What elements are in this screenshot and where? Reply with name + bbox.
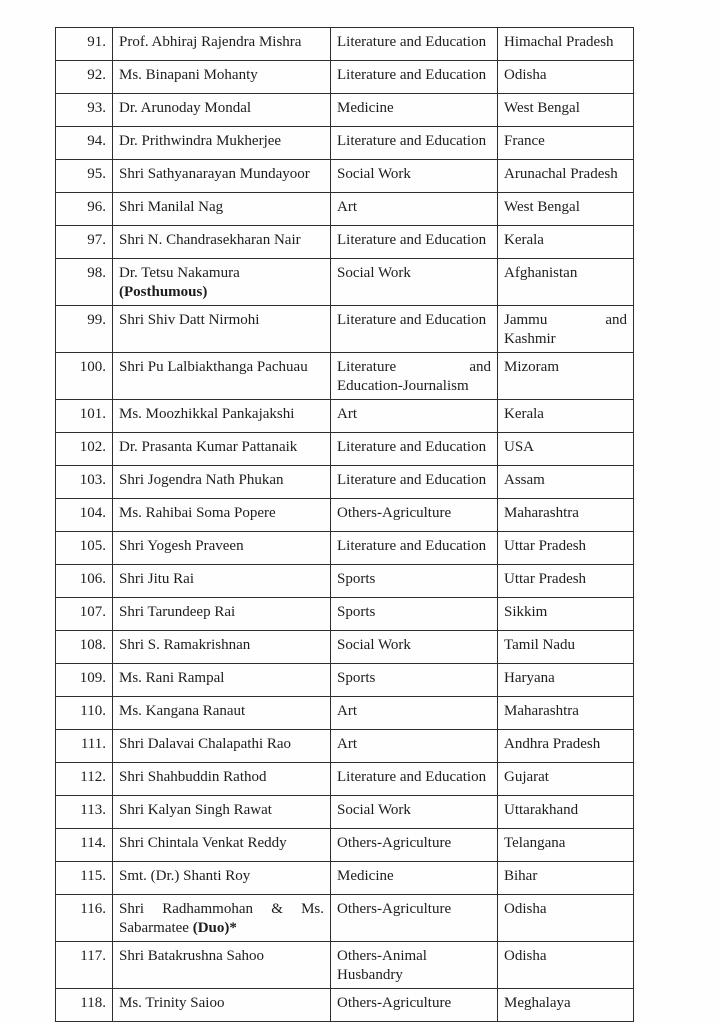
awardee-name-cell — [113, 532, 331, 565]
row-serial-number: 111. — [80, 736, 106, 752]
awardee-name-cell — [113, 466, 331, 499]
awardee-name-cell — [113, 565, 331, 598]
row-serial-number-cell — [56, 565, 113, 598]
row-serial-number: 115. — [80, 868, 106, 884]
row-serial-number: 108. — [79, 637, 106, 653]
row-serial-number-cell — [56, 730, 113, 763]
awardee-name: Prof. Abhiraj Rajendra Mishra — [119, 34, 302, 50]
row-serial-number: 116. — [80, 901, 106, 917]
awardee-state-cell: Mizoram — [498, 353, 634, 400]
awardee-name: Shri Pu Lalbiakthanga Pachuau — [119, 359, 308, 375]
award-field-cell: Social Work — [331, 796, 498, 829]
row-serial-number-cell — [56, 942, 113, 989]
awardee-name: Ms. Rani Rampal — [119, 670, 225, 686]
award-field-cell: Others-Agriculture — [331, 499, 498, 532]
award-field-cell: Medicine — [331, 94, 498, 127]
awardee-state-cell: Odisha — [498, 895, 634, 942]
awardee-name-cell — [113, 259, 331, 306]
awardee-state-cell: Kerala — [498, 226, 634, 259]
awardee-name: Shri Sathyanarayan Mundayoor — [119, 166, 310, 182]
awardee-state-cell: Odisha — [498, 942, 634, 989]
table-row — [56, 193, 634, 226]
row-serial-number-cell — [56, 61, 113, 94]
row-serial-number: 98. — [87, 265, 106, 281]
awardee-name-cell — [113, 796, 331, 829]
awardee-name: Shri Radhammohan & Ms. Sabarmatee — [119, 901, 324, 936]
row-serial-number: 113. — [80, 802, 106, 818]
table-row — [56, 942, 634, 989]
row-serial-number-cell — [56, 862, 113, 895]
awardee-state-cell: Uttar Pradesh — [498, 565, 634, 598]
awardee-state-cell: Himachal Pradesh — [498, 28, 634, 61]
awardee-name-cell — [113, 193, 331, 226]
awardee-name-cell — [113, 598, 331, 631]
row-serial-number: 117. — [80, 948, 106, 964]
awardee-name: Ms. Kangana Ranaut — [119, 703, 246, 719]
table-row — [56, 259, 634, 306]
table-row — [56, 829, 634, 862]
awardee-state-cell: Maharashtra — [498, 697, 634, 730]
awardee-state-cell: Afghanistan — [498, 259, 634, 306]
row-serial-number-cell — [56, 259, 113, 306]
awardee-name: Shri Shahbuddin Rathod — [119, 769, 267, 785]
row-serial-number: 114. — [80, 835, 106, 851]
row-serial-number-cell — [56, 763, 113, 796]
awardee-name-cell — [113, 226, 331, 259]
award-field-cell: Literature and Education — [331, 61, 498, 94]
row-serial-number-cell — [56, 400, 113, 433]
awardee-state-cell: West Bengal — [498, 94, 634, 127]
awardee-name: Shri Dalavai Chalapathi Rao — [119, 736, 292, 752]
row-serial-number-cell — [56, 94, 113, 127]
awardee-name: Shri S. Ramakrishnan — [119, 637, 251, 653]
awardee-name: Shri Shiv Datt Nirmohi — [119, 312, 260, 328]
awardee-name: Shri N. Chandrasekharan Nair — [119, 232, 301, 248]
table-row — [56, 697, 634, 730]
table-row — [56, 862, 634, 895]
row-serial-number: 110. — [80, 703, 106, 719]
awardee-state-cell: Meghalaya — [498, 989, 634, 1022]
awardee-name-cell — [113, 306, 331, 353]
table-row — [56, 61, 634, 94]
awardees-table — [55, 27, 634, 1022]
table-row — [56, 94, 634, 127]
awardee-name: Shri Manilal Nag — [119, 199, 224, 215]
row-serial-number: 94. — [87, 133, 106, 149]
row-serial-number: 109. — [79, 670, 106, 686]
row-serial-number: 92. — [87, 67, 106, 83]
awardee-name-cell — [113, 730, 331, 763]
table-row — [56, 730, 634, 763]
table-row — [56, 532, 634, 565]
awardee-state-cell: Andhra Pradesh — [498, 730, 634, 763]
row-serial-number-cell — [56, 697, 113, 730]
row-serial-number-cell — [56, 499, 113, 532]
table-row — [56, 763, 634, 796]
awardee-name-bold-suffix: (Posthumous) — [119, 284, 208, 300]
award-field-cell: Others-Animal Husbandry — [331, 942, 498, 989]
row-serial-number: 105. — [79, 538, 106, 554]
awardee-name: Dr. Tetsu Nakamura — [119, 265, 240, 281]
row-serial-number: 95. — [87, 166, 106, 182]
awardee-state-cell: Haryana — [498, 664, 634, 697]
table-row — [56, 433, 634, 466]
awardee-name-cell — [113, 499, 331, 532]
award-field-cell: Social Work — [331, 259, 498, 306]
award-field-cell: Others-Agriculture — [331, 989, 498, 1022]
row-serial-number: 96. — [87, 199, 106, 215]
awardee-state-cell: Uttarakhand — [498, 796, 634, 829]
table-row — [56, 400, 634, 433]
award-field-cell: Sports — [331, 565, 498, 598]
awardee-name: Shri Tarundeep Rai — [119, 604, 236, 620]
award-field-cell: Art — [331, 697, 498, 730]
table-row — [56, 989, 634, 1022]
row-serial-number-cell — [56, 631, 113, 664]
row-serial-number: 118. — [80, 995, 106, 1011]
awardee-state-cell: USA — [498, 433, 634, 466]
award-field-cell: Literature and Education — [331, 532, 498, 565]
awardee-state-cell: Telangana — [498, 829, 634, 862]
table-row — [56, 353, 634, 400]
table-row — [56, 631, 634, 664]
awardee-state-cell: Maharashtra — [498, 499, 634, 532]
row-serial-number-cell — [56, 796, 113, 829]
row-serial-number: 93. — [87, 100, 106, 116]
award-field-cell: Sports — [331, 664, 498, 697]
awardee-state-cell: Odisha — [498, 61, 634, 94]
row-serial-number-cell — [56, 127, 113, 160]
awardee-name: Shri Batakrushna Sahoo — [119, 948, 264, 964]
awardee-state-cell: Sikkim — [498, 598, 634, 631]
table-row — [56, 127, 634, 160]
row-serial-number-cell — [56, 664, 113, 697]
table-row — [56, 160, 634, 193]
awardees-table-body — [56, 28, 634, 1022]
row-serial-number-cell — [56, 532, 113, 565]
table-row — [56, 565, 634, 598]
awardee-name-cell — [113, 989, 331, 1022]
awardee-name-cell — [113, 631, 331, 664]
row-serial-number: 101. — [79, 406, 106, 422]
award-field-cell: Literature and Education — [331, 466, 498, 499]
table-row — [56, 226, 634, 259]
row-serial-number-cell — [56, 433, 113, 466]
award-field-cell: Art — [331, 730, 498, 763]
row-serial-number-cell — [56, 353, 113, 400]
table-row — [56, 28, 634, 61]
row-serial-number: 97. — [87, 232, 106, 248]
award-field-cell: Others-Agriculture — [331, 895, 498, 942]
awardee-name: Shri Chintala Venkat Reddy — [119, 835, 287, 851]
awardee-name-cell — [113, 61, 331, 94]
row-serial-number: 102. — [79, 439, 106, 455]
table-row — [56, 895, 634, 942]
table-row — [56, 598, 634, 631]
awardee-name-cell — [113, 697, 331, 730]
row-serial-number-cell — [56, 895, 113, 942]
table-row — [56, 499, 634, 532]
awardee-name-cell — [113, 127, 331, 160]
awardee-state-cell: Kerala — [498, 400, 634, 433]
row-serial-number: 112. — [80, 769, 106, 785]
table-row — [56, 796, 634, 829]
row-serial-number-cell — [56, 598, 113, 631]
awardee-state-cell: France — [498, 127, 634, 160]
awardee-name: Shri Jitu Rai — [119, 571, 195, 587]
row-serial-number-cell — [56, 226, 113, 259]
awardee-state-cell: Tamil Nadu — [498, 631, 634, 664]
awardee-name: Ms. Moozhikkal Pankajakshi — [119, 406, 295, 422]
award-field-cell: Literature and Education — [331, 306, 498, 353]
row-serial-number: 100. — [79, 359, 106, 375]
awardee-name: Dr. Arunoday Mondal — [119, 100, 252, 116]
awardee-state-cell: Jammu and Kashmir — [498, 306, 634, 353]
award-field-cell: Literature and Education — [331, 433, 498, 466]
table-row — [56, 664, 634, 697]
awardee-name-cell — [113, 400, 331, 433]
awardee-name: Shri Yogesh Praveen — [119, 538, 244, 554]
award-field-cell: Art — [331, 400, 498, 433]
awardee-name-cell — [113, 895, 331, 942]
awardee-state-cell: Gujarat — [498, 763, 634, 796]
award-field-cell: Literature and Education-Journalism — [331, 353, 498, 400]
awardee-name-cell — [113, 433, 331, 466]
awardee-name: Dr. Prithwindra Mukherjee — [119, 133, 282, 149]
awardee-name-cell — [113, 28, 331, 61]
row-serial-number-cell — [56, 989, 113, 1022]
row-serial-number: 91. — [87, 34, 106, 50]
awardee-name-cell — [113, 829, 331, 862]
row-serial-number-cell — [56, 160, 113, 193]
awardee-state-cell: Uttar Pradesh — [498, 532, 634, 565]
awardee-state-cell: Bihar — [498, 862, 634, 895]
award-field-cell: Others-Agriculture — [331, 829, 498, 862]
row-serial-number: 106. — [79, 571, 106, 587]
row-serial-number-cell — [56, 306, 113, 353]
award-field-cell: Literature and Education — [331, 127, 498, 160]
awardee-name: Shri Jogendra Nath Phukan — [119, 472, 284, 488]
awardee-name: Ms. Trinity Saioo — [119, 995, 225, 1011]
table-row — [56, 306, 634, 353]
row-serial-number-cell — [56, 28, 113, 61]
row-serial-number: 103. — [79, 472, 106, 488]
awardee-name-bold-suffix: (Duo)* — [192, 920, 237, 936]
awardee-state-cell: West Bengal — [498, 193, 634, 226]
table-row — [56, 466, 634, 499]
row-serial-number: 104. — [79, 505, 106, 521]
row-serial-number-cell — [56, 466, 113, 499]
awardee-name: Dr. Prasanta Kumar Pattanaik — [119, 439, 298, 455]
awardee-name-cell — [113, 862, 331, 895]
row-serial-number: 99. — [87, 312, 106, 328]
awardee-name-cell — [113, 664, 331, 697]
row-serial-number: 107. — [79, 604, 106, 620]
awardee-state-cell: Assam — [498, 466, 634, 499]
award-field-cell: Literature and Education — [331, 28, 498, 61]
award-field-cell: Medicine — [331, 862, 498, 895]
award-field-cell: Literature and Education — [331, 763, 498, 796]
awardee-name: Shri Kalyan Singh Rawat — [119, 802, 272, 818]
row-serial-number-cell — [56, 829, 113, 862]
awardee-name-cell — [113, 763, 331, 796]
awardee-name-cell — [113, 94, 331, 127]
awardee-state-cell: Arunachal Pradesh — [498, 160, 634, 193]
award-field-cell: Social Work — [331, 631, 498, 664]
awardee-name: Ms. Rahibai Soma Popere — [119, 505, 276, 521]
awardee-name-cell — [113, 942, 331, 989]
awardee-name-cell — [113, 160, 331, 193]
awardee-name: Ms. Binapani Mohanty — [119, 67, 258, 83]
awardee-name: Smt. (Dr.) Shanti Roy — [119, 868, 251, 884]
award-field-cell: Sports — [331, 598, 498, 631]
award-field-cell: Social Work — [331, 160, 498, 193]
awardee-name-cell — [113, 353, 331, 400]
award-field-cell: Literature and Education — [331, 226, 498, 259]
award-field-cell: Art — [331, 193, 498, 226]
row-serial-number-cell — [56, 193, 113, 226]
